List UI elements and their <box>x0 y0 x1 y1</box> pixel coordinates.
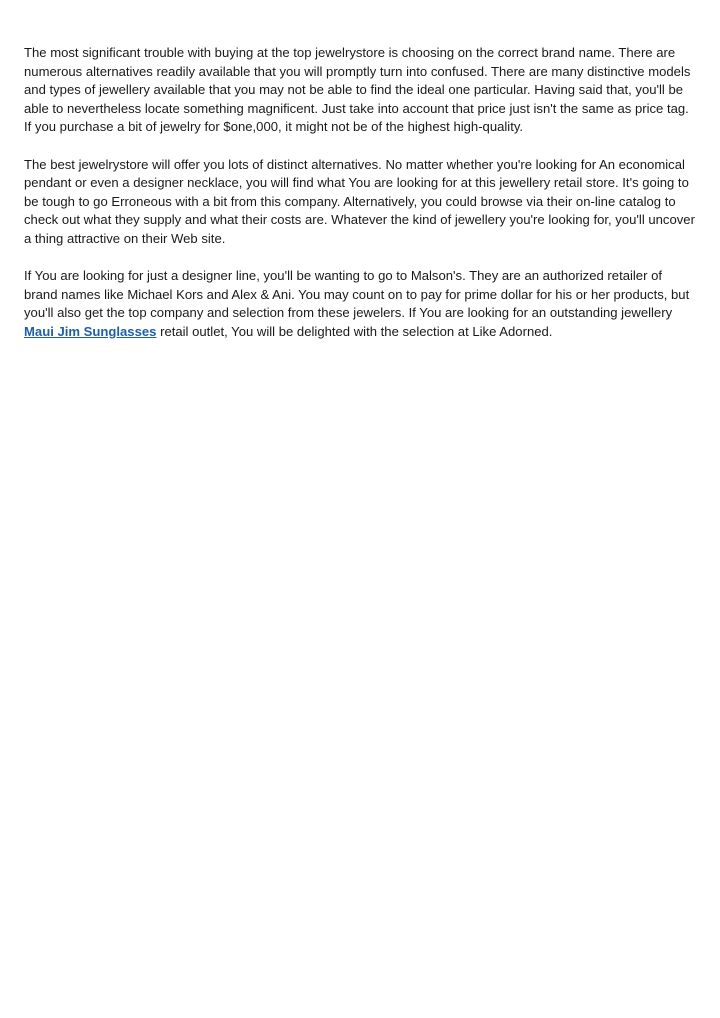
maui-jim-sunglasses-link[interactable]: Maui Jim Sunglasses <box>24 323 157 339</box>
paragraph-3-text-after: retail outlet, You will be delighted with the selection at Like Adorned. <box>156 323 553 339</box>
paragraph-2: The best jewelrystore will offer you lots of distinct alternatives. No matter whether you're looking for An economical pendant or even a designer necklace, you will find what You are looking for at this jewellery retail store. It's going to be tough to go Erroneous with a bit from this company. Alternatively, you could browse via their on-line catalog to check out what they supply and what their costs are. Whatever the kind of jewellery you're looking for, you'll uncover a thing attractive on their Web site. <box>24 156 695 246</box>
paragraph-1: The most significant trouble with buying at the top jewelrystore is choosing on the correct brand name. There are numerous alternatives readily available that you will promptly turn into confused. There are many distinctive models and types of jewellery available that you may not be able to find the ideal one particular. Having said that, you'll be able to nevertheless locate something magnificent. Just take into account that price just isn't the same as price tag. If you purchase a bit of jewelry for $one,000, it might not be of the highest high-quality. <box>24 45 691 135</box>
paragraph-3 <box>24 267 696 341</box>
document-body <box>24 44 696 360</box>
paragraph-3-text-before: If You are looking for just a designer line, you'll be wanting to go to Malson's. They are an authorized retailer of brand names like Michael Kors and Alex & Ani. You may count on to pay for prime dollar for his or her products, but you'll also get the top company and selection from these jewelers. If You are looking for an outstanding jewellery <box>24 268 690 321</box>
